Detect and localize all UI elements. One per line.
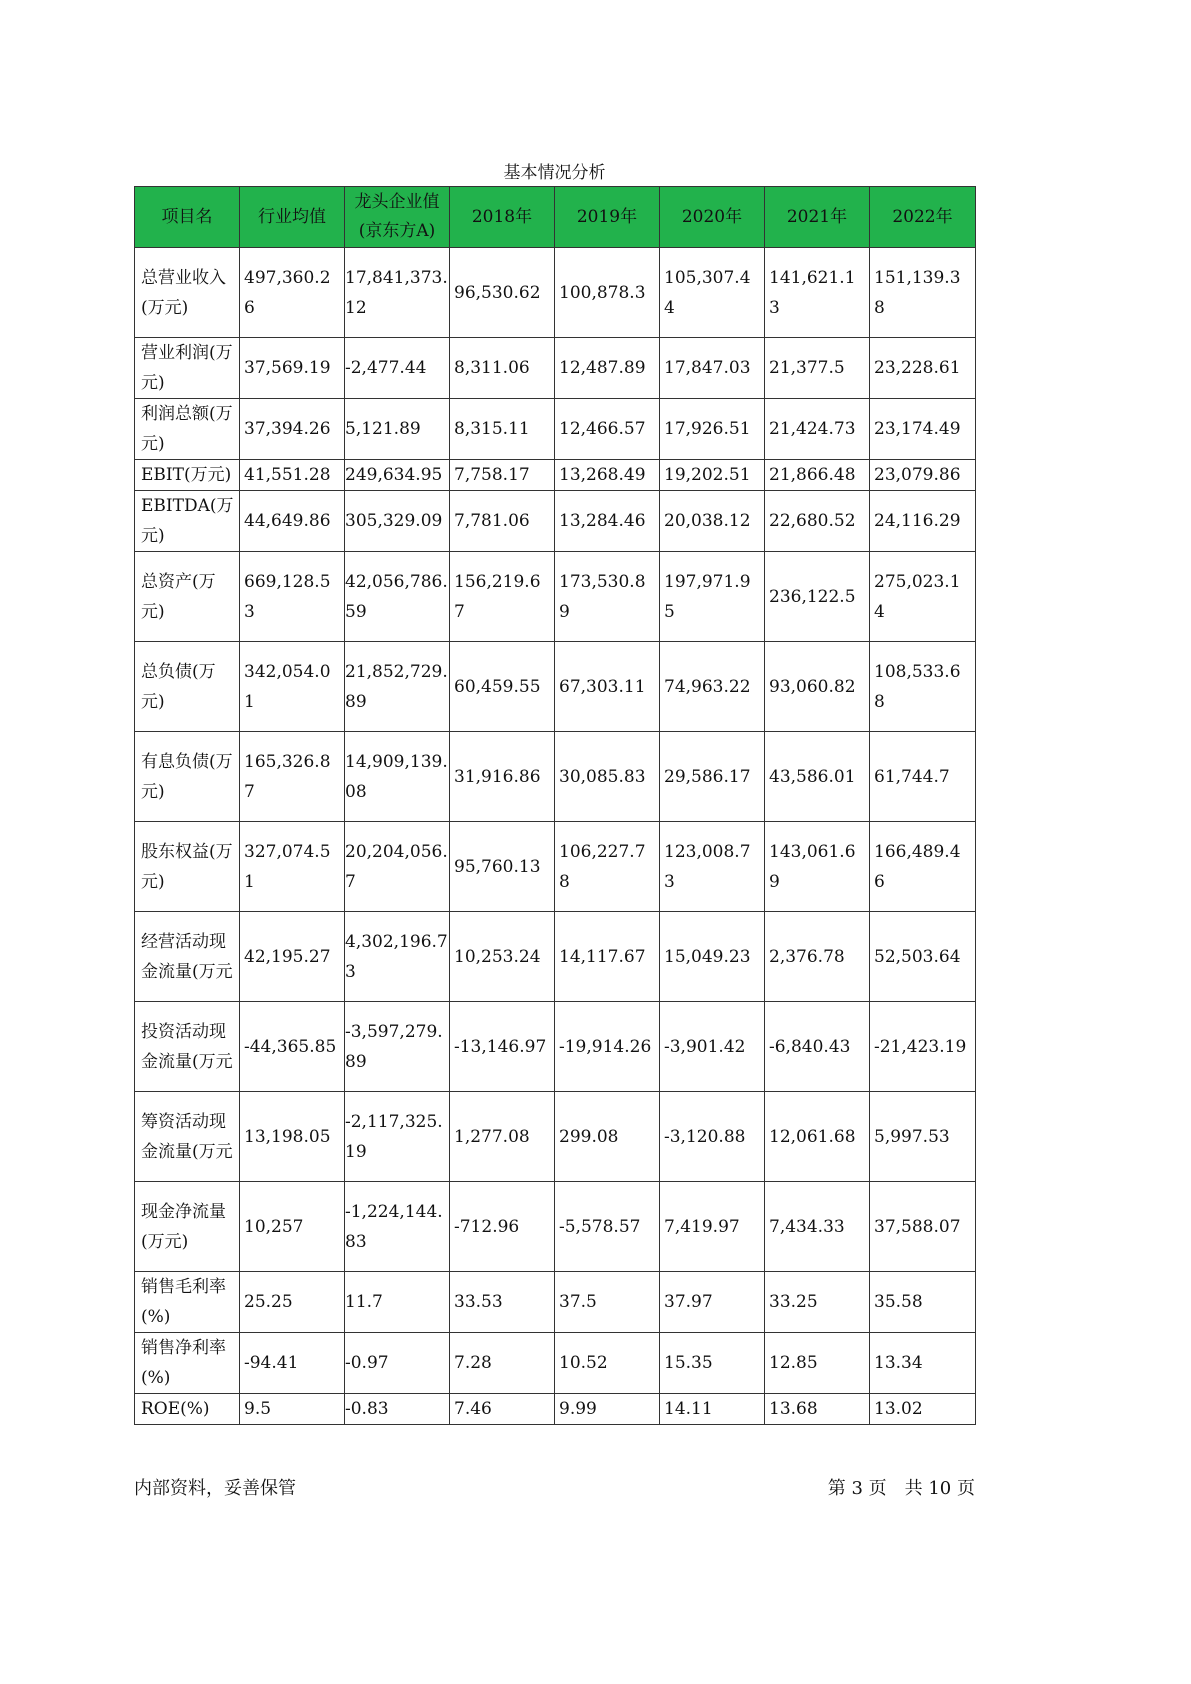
table-cell: -0.97	[345, 1333, 450, 1394]
table-cell: 37,394.26	[240, 399, 345, 460]
table-cell: 12,466.57	[555, 399, 660, 460]
table-cell: 21,866.48	[765, 460, 870, 491]
table-cell: 35.58	[870, 1272, 976, 1333]
table-cell: -3,120.88	[660, 1092, 765, 1182]
table-cell: 67,303.11	[555, 642, 660, 732]
table-cell: 7,419.97	[660, 1182, 765, 1272]
table-row	[135, 552, 976, 642]
table-cell: 12,061.68	[765, 1092, 870, 1182]
header-row	[135, 187, 976, 248]
table-cell: 8,311.06	[450, 338, 555, 399]
page-prefix: 第	[827, 1478, 846, 1499]
table-row	[135, 822, 976, 912]
table-row	[135, 1272, 976, 1333]
header-2022: 2022年	[870, 187, 976, 248]
row-label: 销售毛利率(%)	[135, 1272, 240, 1333]
table-cell: 12,487.89	[555, 338, 660, 399]
table-cell: 123,008.73	[660, 822, 765, 912]
row-label: ROE(%)	[135, 1394, 240, 1425]
header-item-name: 项目名	[135, 187, 240, 248]
table-cell: 17,847.03	[660, 338, 765, 399]
table-cell: -94.41	[240, 1333, 345, 1394]
table-cell: 61,744.7	[870, 732, 976, 822]
table-cell: 7,781.06	[450, 491, 555, 552]
table-cell: 13,284.46	[555, 491, 660, 552]
table-body	[135, 248, 976, 1425]
table-cell: 7,758.17	[450, 460, 555, 491]
table-cell: 10,257	[240, 1182, 345, 1272]
row-label: EBIT(万元)	[135, 460, 240, 491]
table-cell: 342,054.01	[240, 642, 345, 732]
table-cell: 95,760.13	[450, 822, 555, 912]
table-cell: -2,117,325.19	[345, 1092, 450, 1182]
row-label: 利润总额(万元)	[135, 399, 240, 460]
table-cell: 17,926.51	[660, 399, 765, 460]
table-cell: 305,329.09	[345, 491, 450, 552]
header-2020: 2020年	[660, 187, 765, 248]
table-cell: 7.28	[450, 1333, 555, 1394]
header-2019: 2019年	[555, 187, 660, 248]
table-cell: -13,146.97	[450, 1002, 555, 1092]
table-row	[135, 491, 976, 552]
table-cell: 43,586.01	[765, 732, 870, 822]
table-cell: 236,122.5	[765, 552, 870, 642]
table-cell: 96,530.62	[450, 248, 555, 338]
table-cell: 14,117.67	[555, 912, 660, 1002]
table-cell: 20,204,056.7	[345, 822, 450, 912]
header-industry-avg: 行业均值	[240, 187, 345, 248]
table-cell: 13.02	[870, 1394, 976, 1425]
table-cell: 21,852,729.89	[345, 642, 450, 732]
row-label: 股东权益(万元)	[135, 822, 240, 912]
header-leader-value: 龙头企业值(京东方A)	[345, 187, 450, 248]
row-label: 总资产(万元)	[135, 552, 240, 642]
table-cell: -44,365.85	[240, 1002, 345, 1092]
row-label: 有息负债(万元)	[135, 732, 240, 822]
table-cell: 497,360.26	[240, 248, 345, 338]
row-label: 总营业收入(万元)	[135, 248, 240, 338]
table-cell: 19,202.51	[660, 460, 765, 491]
header-2021: 2021年	[765, 187, 870, 248]
table-cell: 105,307.44	[660, 248, 765, 338]
table-cell: 30,085.83	[555, 732, 660, 822]
table-cell: 37.5	[555, 1272, 660, 1333]
table-cell: -19,914.26	[555, 1002, 660, 1092]
table-cell: 9.99	[555, 1394, 660, 1425]
table-cell: 74,963.22	[660, 642, 765, 732]
table-cell: 7.46	[450, 1394, 555, 1425]
table-row	[135, 642, 976, 732]
table-cell: -5,578.57	[555, 1182, 660, 1272]
table-cell: 41,551.28	[240, 460, 345, 491]
table-cell: 93,060.82	[765, 642, 870, 732]
row-label: 筹资活动现金流量(万元	[135, 1092, 240, 1182]
table-cell: -21,423.19	[870, 1002, 976, 1092]
table-cell: 1,277.08	[450, 1092, 555, 1182]
table-cell: 21,377.5	[765, 338, 870, 399]
table-cell: 23,174.49	[870, 399, 976, 460]
table-cell: 327,074.51	[240, 822, 345, 912]
table-row	[135, 1394, 976, 1425]
basic-analysis-table	[134, 186, 976, 1425]
table-cell: 52,503.64	[870, 912, 976, 1002]
table-cell: 24,116.29	[870, 491, 976, 552]
table-cell: 37,569.19	[240, 338, 345, 399]
table-cell: 13.34	[870, 1333, 976, 1394]
table-row	[135, 912, 976, 1002]
table-cell: 33.25	[765, 1272, 870, 1333]
table-cell: 5,997.53	[870, 1092, 976, 1182]
table-row	[135, 460, 976, 491]
table-cell: 21,424.73	[765, 399, 870, 460]
footer-confidential-note: 内部资料，妥善保管	[134, 1478, 296, 1499]
table-cell: 37,588.07	[870, 1182, 976, 1272]
table-cell: 11.7	[345, 1272, 450, 1333]
table-cell: 23,228.61	[870, 338, 976, 399]
table-cell: 108,533.68	[870, 642, 976, 732]
table-cell: 156,219.67	[450, 552, 555, 642]
table-cell: 60,459.55	[450, 642, 555, 732]
page-number	[828, 1474, 975, 1500]
table-cell: 299.08	[555, 1092, 660, 1182]
table-cell: -712.96	[450, 1182, 555, 1272]
table-cell: 13.68	[765, 1394, 870, 1425]
table-row	[135, 1182, 976, 1272]
row-label: 销售净利率(%)	[135, 1333, 240, 1394]
table-cell: 4,302,196.73	[345, 912, 450, 1002]
page-mid: 页 共	[868, 1478, 923, 1499]
table-row	[135, 732, 976, 822]
table-cell: 23,079.86	[870, 460, 976, 491]
row-label: 现金净流量(万元)	[135, 1182, 240, 1272]
table-cell: 42,195.27	[240, 912, 345, 1002]
table-cell: 29,586.17	[660, 732, 765, 822]
table-cell: -6,840.43	[765, 1002, 870, 1092]
table-caption: 基本情况分析	[503, 163, 606, 183]
table-cell: 151,139.38	[870, 248, 976, 338]
table-cell: 12.85	[765, 1333, 870, 1394]
table-cell: 13,268.49	[555, 460, 660, 491]
table-cell: 100,878.3	[555, 248, 660, 338]
table-cell: 9.5	[240, 1394, 345, 1425]
table-cell: 669,128.53	[240, 552, 345, 642]
row-label: 投资活动现金流量(万元	[135, 1002, 240, 1092]
table-cell: 165,326.87	[240, 732, 345, 822]
page-current: 3	[851, 1478, 863, 1499]
table-cell: 17,841,373.12	[345, 248, 450, 338]
row-label: 总负债(万元)	[135, 642, 240, 732]
table-row	[135, 248, 976, 338]
table-row	[135, 399, 976, 460]
table-cell: 249,634.95	[345, 460, 450, 491]
table-cell: 197,971.95	[660, 552, 765, 642]
table-cell: 173,530.89	[555, 552, 660, 642]
table-cell: 275,023.14	[870, 552, 976, 642]
table-cell: 25.25	[240, 1272, 345, 1333]
table-cell: 15,049.23	[660, 912, 765, 1002]
table-row	[135, 338, 976, 399]
table-cell: 37.97	[660, 1272, 765, 1333]
table-row	[135, 1002, 976, 1092]
table-row	[135, 1333, 976, 1394]
table-cell: 5,121.89	[345, 399, 450, 460]
table-cell: 44,649.86	[240, 491, 345, 552]
header-2018: 2018年	[450, 187, 555, 248]
table-cell: 143,061.69	[765, 822, 870, 912]
table-cell: 14,909,139.08	[345, 732, 450, 822]
table-cell: 8,315.11	[450, 399, 555, 460]
table-cell: -0.83	[345, 1394, 450, 1425]
table-cell: 106,227.78	[555, 822, 660, 912]
table-cell: -3,597,279.89	[345, 1002, 450, 1092]
table-cell: -2,477.44	[345, 338, 450, 399]
table-row	[135, 1092, 976, 1182]
table-cell: 10,253.24	[450, 912, 555, 1002]
page-suffix: 页	[957, 1478, 975, 1499]
table-cell: 7,434.33	[765, 1182, 870, 1272]
table-cell: 33.53	[450, 1272, 555, 1333]
table-cell: 22,680.52	[765, 491, 870, 552]
table-cell: 42,056,786.59	[345, 552, 450, 642]
row-label: 营业利润(万元)	[135, 338, 240, 399]
table-cell: 166,489.46	[870, 822, 976, 912]
row-label: EBITDA(万元)	[135, 491, 240, 552]
table-cell: 31,916.86	[450, 732, 555, 822]
table-cell: 20,038.12	[660, 491, 765, 552]
table-cell: 2,376.78	[765, 912, 870, 1002]
table-cell: 14.11	[660, 1394, 765, 1425]
table-cell: 141,621.13	[765, 248, 870, 338]
table-cell: 13,198.05	[240, 1092, 345, 1182]
table-cell: 10.52	[555, 1333, 660, 1394]
page-total: 10	[928, 1478, 952, 1499]
table-cell: 15.35	[660, 1333, 765, 1394]
row-label: 经营活动现金流量(万元	[135, 912, 240, 1002]
table-cell: -1,224,144.83	[345, 1182, 450, 1272]
table-cell: -3,901.42	[660, 1002, 765, 1092]
